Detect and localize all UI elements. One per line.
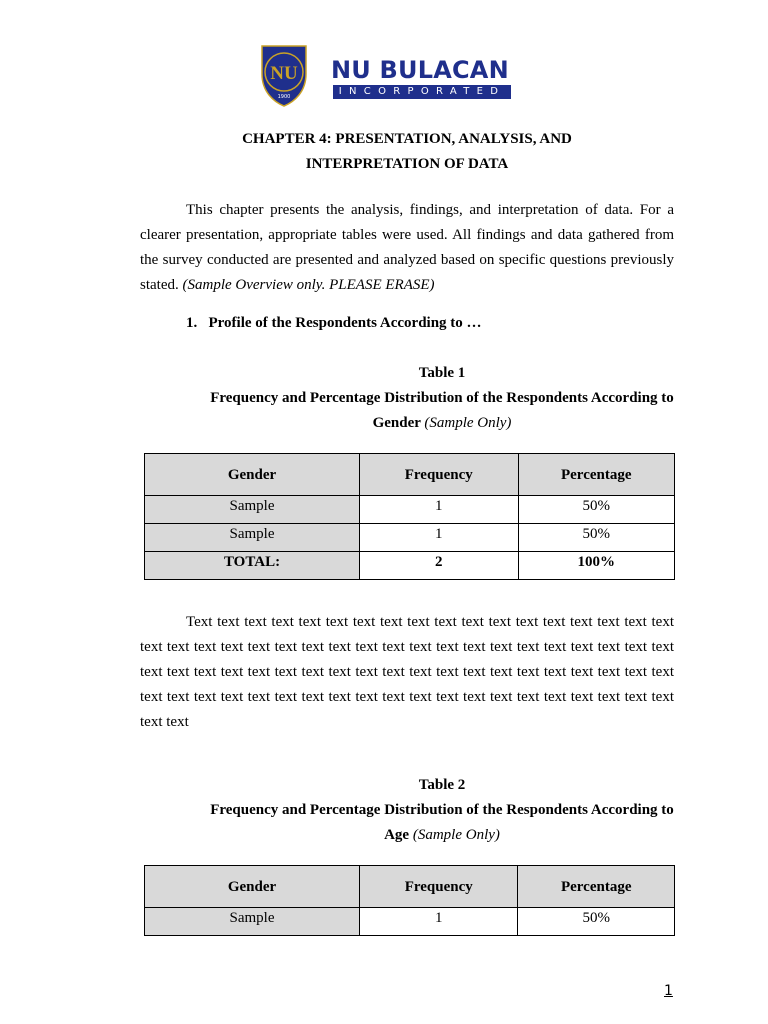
column-header: Gender xyxy=(145,454,360,496)
column-header: Frequency xyxy=(360,454,518,496)
intro-note: (Sample Overview only. PLEASE ERASE) xyxy=(182,277,435,293)
page-number: 1 xyxy=(664,983,673,999)
table-row xyxy=(145,496,675,524)
table-cell: TOTAL: xyxy=(145,552,360,580)
table-1-label: Table 1 xyxy=(418,365,466,381)
table-total-row xyxy=(145,552,675,580)
chapter-title-line-2: INTERPRETATION OF DATA xyxy=(305,156,509,172)
section-number: 1. xyxy=(186,315,198,331)
table-cell: Sample xyxy=(145,908,360,936)
table-cell: Sample xyxy=(145,496,360,524)
table-2-title: Frequency and Percentage Distribution of the Respondents According to Age xyxy=(210,802,674,843)
table-cell: 1 xyxy=(360,496,518,524)
column-header: Frequency xyxy=(360,866,518,908)
table-header-row xyxy=(145,454,675,496)
table-cell: 50% xyxy=(518,524,675,552)
table-2-note: (Sample Only) xyxy=(412,827,500,843)
table-2 xyxy=(144,865,675,936)
column-header: Gender xyxy=(145,866,360,908)
section-heading xyxy=(186,311,482,336)
intro-text: This chapter presents the analysis, findings, and interpretation of data. For a clearer presentation, appropriate tables were used. All findings and data gathered from the survey conducted are presented and analyzed based on specific questions previously stated. xyxy=(140,202,674,293)
table-2-caption xyxy=(208,773,676,848)
table-1-caption xyxy=(208,361,676,436)
table-row xyxy=(145,524,675,552)
table-1-title: Frequency and Percentage Distribution of the Respondents According to Gender xyxy=(210,390,674,431)
table-header-row xyxy=(145,866,675,908)
brand-subtitle: INCORPORATED xyxy=(333,85,511,99)
chapter-title xyxy=(140,127,674,177)
document-header xyxy=(0,0,768,128)
table-cell: 2 xyxy=(360,552,518,580)
table-cell: 100% xyxy=(518,552,675,580)
table-cell: 50% xyxy=(518,496,675,524)
table-cell: 1 xyxy=(360,524,518,552)
logo-year: 1900 xyxy=(277,94,291,100)
column-header: Percentage xyxy=(518,454,675,496)
brand-name: NU BULACAN xyxy=(331,56,509,84)
column-header: Percentage xyxy=(518,866,675,908)
section-title: Profile of the Respondents According to … xyxy=(208,315,482,331)
table-cell: 1 xyxy=(360,908,518,936)
table-2-label: Table 2 xyxy=(418,777,466,793)
table-cell: 50% xyxy=(518,908,675,936)
chapter-title-line-1: CHAPTER 4: PRESENTATION, ANALYSIS, AND xyxy=(242,131,572,147)
table-1-note: (Sample Only) xyxy=(424,415,512,431)
table-1 xyxy=(144,453,675,580)
nu-bulacan-logo xyxy=(256,42,516,108)
table-cell: Sample xyxy=(145,524,360,552)
intro-paragraph xyxy=(140,198,674,298)
logo-monogram: NU xyxy=(270,63,298,84)
body-paragraph: Text text text text text text text text text text text text text text text text text text text text text text text text text text text text text text text text text text text text text text text text text text text text text text text text text text text text text text text text text text text text text text text text text text text text text text text text text text text text text text text text xyxy=(140,614,674,730)
table-row xyxy=(145,908,675,936)
nu-shield-icon xyxy=(256,42,312,108)
